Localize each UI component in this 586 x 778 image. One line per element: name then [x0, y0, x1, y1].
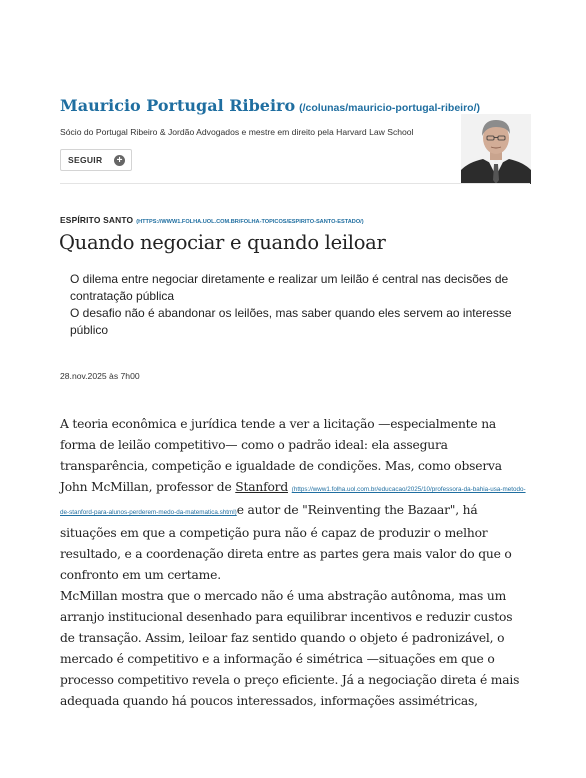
author-name[interactable]	[60, 96, 480, 115]
follow-button-label: SEGUIR	[68, 155, 103, 165]
plus-circle-icon: +	[114, 155, 125, 166]
section-name[interactable]: ESPÍRITO SANTO	[60, 215, 134, 225]
stanford-link[interactable]: Stanford	[235, 480, 289, 494]
article-headline: Quando negociar e quando leiloar	[59, 231, 386, 254]
stanford-link-url[interactable]: (https://www1.folha.uol.com.br/educacao/2025/10/professora-da-bahia-usa-metodo-de-stanford-para-alunos-perderem-medo-da-matematica.shtml)	[60, 486, 526, 516]
author-photo	[461, 114, 531, 184]
section-kicker[interactable]	[60, 210, 364, 228]
author-header	[60, 94, 530, 184]
header-divider	[60, 183, 530, 184]
author-bio: Sócio do Portugal Ribeiro & Jordão Advogados e mestre em direito pela Harvard Law School	[60, 127, 414, 137]
section-link[interactable]: (HTTPS://WWW1.FOLHA.UOL.COM.BR/FOLHA-TOPICOS/ESPIRITO-SANTO-ESTADO/)	[136, 219, 364, 225]
standfirst-item: O desafio não é abandonar os leilões, mas saber quando eles servem ao interesse público	[70, 306, 512, 337]
paragraph-1-text-a: A teoria econômica e jurídica tende a ver a licitação —especialmente na forma de leilão competitivo— como o padrão ideal: ela assegura transparência, competição e igualdade de condições. Mas, como observa John McMillan, professor de	[60, 417, 502, 494]
paragraph-1-text-b: e autor de "Reinventing the Bazaar", há situações em que a competição pura não é capaz de produzir o melhor resultado, e a coordenação direta entre as partes gera mais valor do que o confronto em um certame.	[60, 503, 512, 582]
author-profile-link[interactable]: (/colunas/mauricio-portugal-ribeiro/)	[299, 102, 480, 114]
article-paragraph-1	[60, 414, 530, 586]
follow-button[interactable]	[60, 149, 132, 171]
publish-date: 28.nov.2025 às 7h00	[60, 371, 140, 381]
standfirst-item: O dilema entre negociar diretamente e realizar um leilão é central nas decisões de contratação pública	[70, 272, 509, 303]
article-paragraph-2: McMillan mostra que o mercado não é uma abstração autônoma, mas um arranjo institucional desenhado para equilibrar incentivos e reduzir custos de transação. Assim, leiloar faz sentido quando o objeto é padronizável, o mercado é competitivo e a informação é simétrica —situações em que o processo competitivo revela o preço eficiente. Já a negociação direta é mais adequada quando há poucos interessados, informações assimétricas,	[60, 589, 520, 708]
article-standfirst	[70, 271, 530, 339]
author-name-text[interactable]: Mauricio Portugal Ribeiro	[60, 96, 296, 115]
